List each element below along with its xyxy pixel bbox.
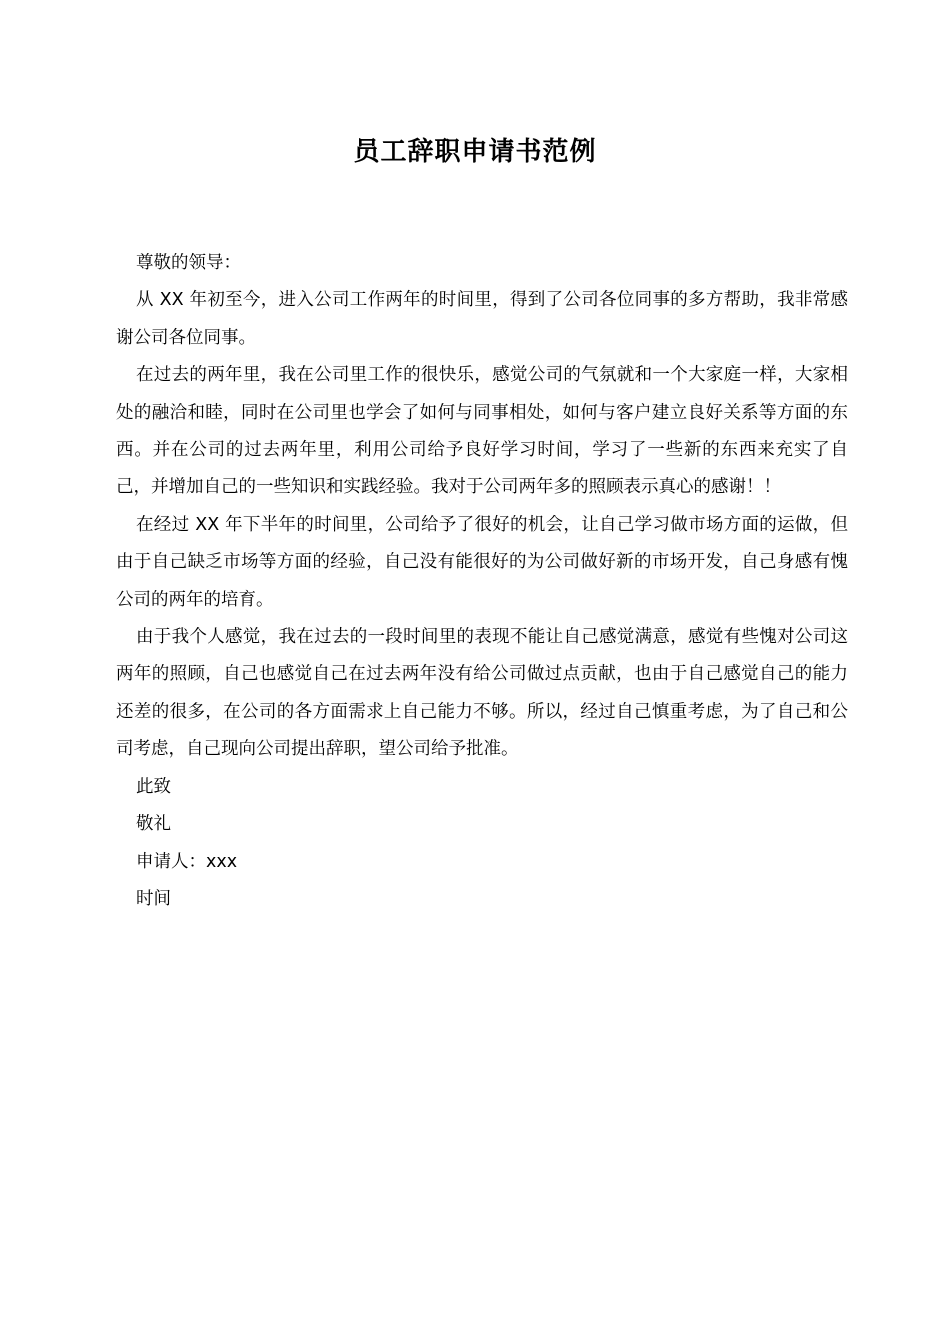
paragraph-2: 在过去的两年里，我在公司里工作的很快乐，感觉公司的气氛就和一个大家庭一样，大家相处的融洽和睦，同时在公司里也学会了如何与同事相处，如何与客户建立良好关系等方面的东西。并在公司的过去两年里，利用公司给予良好学习时间，学习了一些新的东西来充实了自己，并增加自己的一些知识和实践经验。我对于公司两年多的照顾表示真心的感谢！！	[116, 365, 848, 498]
date-line: 时间	[136, 888, 171, 909]
document-title: 员工辞职申请书范例	[353, 137, 597, 167]
paragraph-1: 从 XX 年初至今，进入公司工作两年的时间里，得到了公司各位同事的多方帮助，我非常感谢公司各位同事。	[116, 290, 848, 348]
closing-jing-li: 敬礼	[136, 814, 171, 835]
applicant-line: 申请人：xxx	[136, 851, 238, 872]
salutation: 尊敬的领导：	[136, 253, 241, 273]
closing-ci-zhi: 此致	[136, 776, 171, 797]
paragraph-3: 在经过 XX 年下半年的时间里，公司给予了很好的机会，让自己学习做市场方面的运做，但由于自己缺乏市场等方面的经验，自己没有能很好的为公司做好新的市场开发，自己身感有愧公司的两年的培育。	[116, 514, 848, 610]
letter-body	[116, 245, 848, 918]
paragraph-4: 由于我个人感觉，我在过去的一段时间里的表现不能让自己感觉满意，感觉有些愧对公司这两年的照顾，自己也感觉自己在过去两年没有给公司做过点贡献，也由于自己感觉自己的能力还差的很多，在公司的各方面需求上自己能力不够。所以，经过自己慎重考虑，为了自己和公司考虑，自己现向公司提出辞职，望公司给予批准。	[116, 627, 848, 760]
